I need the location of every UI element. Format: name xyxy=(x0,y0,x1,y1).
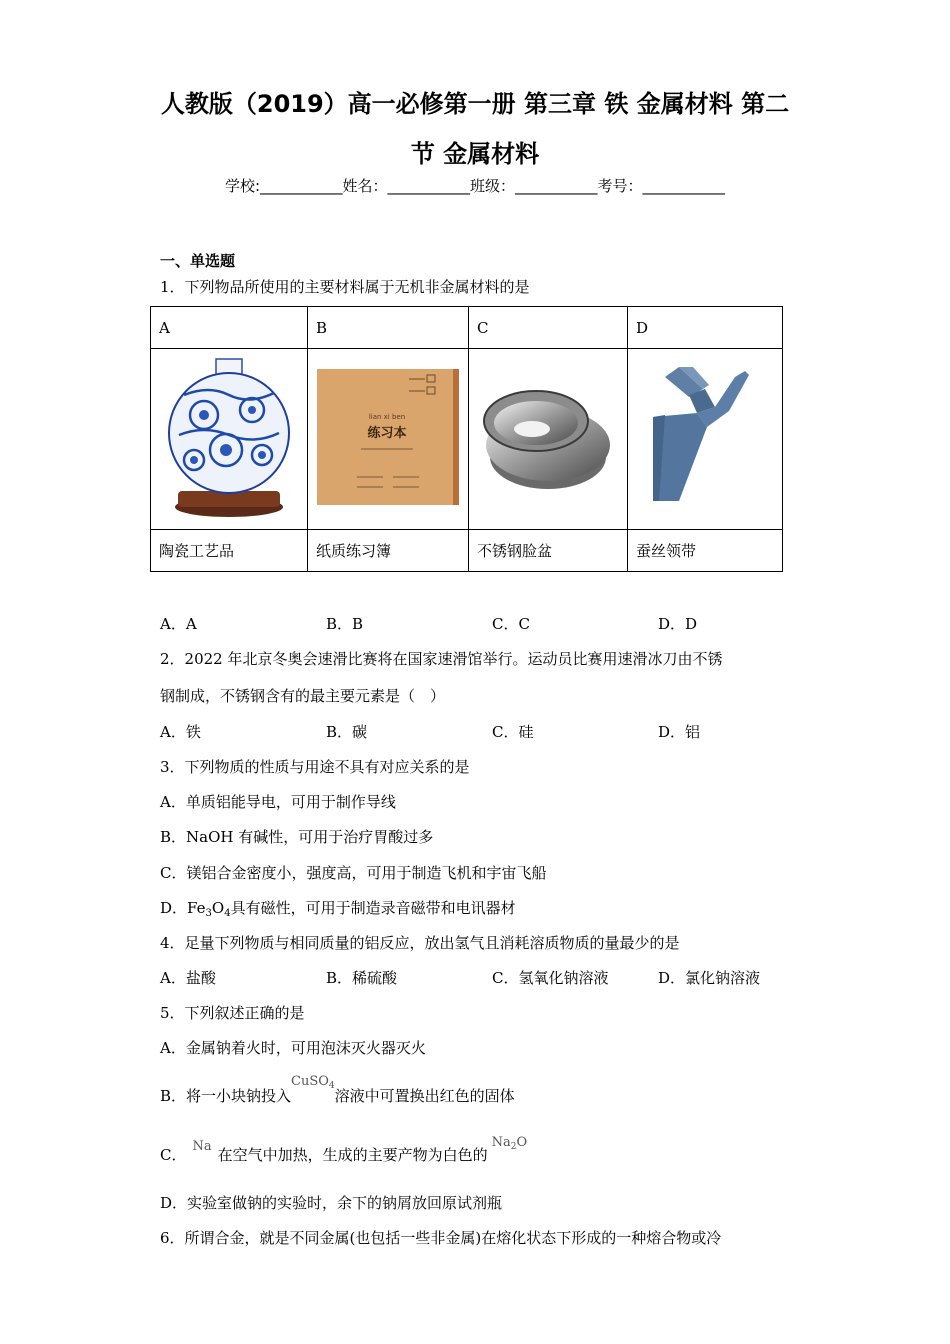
q1-col-b-header: B xyxy=(308,307,469,349)
q5-option-d[interactable]: D．实验室做钠的实验时，余下的钠屑放回原试剂瓶 xyxy=(160,1194,503,1212)
q3-d-mid: O xyxy=(211,899,225,917)
q1-option-d[interactable]: D．D xyxy=(658,615,698,633)
q4-stem: 4．足量下列物质与相同质量的铝反应，放出氢气且消耗溶质物质的量最少的是 xyxy=(160,934,680,952)
q1-item-a: 陶瓷工艺品 xyxy=(151,530,308,572)
q1-image-cell-a xyxy=(151,349,308,530)
q5-b-chem-sub: 4 xyxy=(328,1081,335,1091)
q2-option-a[interactable]: A．铁 xyxy=(160,723,201,741)
q2-option-c[interactable]: C．硅 xyxy=(492,723,534,741)
page-title-line1: 人教版（2019）高一必修第一册 第三章 铁 金属材料 第二 xyxy=(160,90,790,118)
q4-options xyxy=(160,967,824,988)
q5-option-b[interactable] xyxy=(160,1074,515,1107)
q4-option-d[interactable]: D．氯化钠溶液 xyxy=(658,969,761,987)
notebook-title: 练习本 xyxy=(367,426,407,441)
q5-c-chem2-sub: 2 xyxy=(510,1142,517,1152)
q3-d-sub2: 4 xyxy=(224,908,231,919)
q5-c-prefix: C． xyxy=(160,1146,187,1164)
q5-b-suffix: 溶液中可置换出红色的固体 xyxy=(334,1087,515,1105)
q2-option-d[interactable]: D．铝 xyxy=(658,723,701,741)
q4-option-c[interactable]: C．氢氧化钠溶液 xyxy=(492,969,609,987)
q1-item-b: 纸质练习簿 xyxy=(308,530,469,572)
q5-b-prefix: B．将一小块钠投入 xyxy=(160,1087,292,1105)
q5-c-chem2: Na xyxy=(491,1135,511,1150)
q1-image-cell-c xyxy=(469,349,628,530)
q1-image-cell-b xyxy=(308,349,469,530)
student-info-line: 学校:___________姓名：___________班级：___________考号：___________ xyxy=(224,177,726,195)
q3-option-b[interactable]: B．NaOH 有碱性，可用于治疗胃酸过多 xyxy=(160,828,434,846)
q1-col-d-header: D xyxy=(628,307,783,349)
q1-image-cell-d xyxy=(628,349,783,530)
q3-stem: 3．下列物质的性质与用途不具有对应关系的是 xyxy=(160,758,470,776)
q1-stem: 1．下列物品所使用的主要材料属于无机非金属材料的是 xyxy=(160,278,530,296)
q3-d-sub1: 3 xyxy=(205,908,212,919)
q4-option-b[interactable]: B．稀硫酸 xyxy=(326,969,398,987)
porcelain-vase-image xyxy=(164,355,294,520)
q3-option-a[interactable]: A．单质铝能导电，可用于制作导线 xyxy=(160,793,396,811)
q1-col-c-header: C xyxy=(469,307,628,349)
q3-option-d[interactable] xyxy=(160,897,516,919)
q5-option-c[interactable] xyxy=(160,1135,528,1166)
notebook-pinyin: lian xi ben xyxy=(368,413,406,421)
q1-table xyxy=(150,306,783,572)
q2-stem-line2: 钢制成，不锈钢含有的最主要元素是（ ） xyxy=(160,687,446,705)
silk-tie-image xyxy=(645,367,765,507)
page-title-line2: 节 金属材料 xyxy=(410,140,540,168)
q2-option-b[interactable]: B．碳 xyxy=(326,723,368,741)
q2-stem-line1: 2．2022 年北京冬奥会速滑比赛将在国家速滑馆举行。运动员比赛用速滑冰刀由不锈 xyxy=(160,650,723,668)
q5-stem: 5．下列叙述正确的是 xyxy=(160,1004,305,1022)
q5-c-chem2-end: O xyxy=(516,1135,528,1150)
section-heading: 一、单选题 xyxy=(160,252,236,270)
q5-c-mid: 在空气中加热，生成的主要产物为白色的 xyxy=(217,1146,488,1164)
q1-option-b[interactable]: B．B xyxy=(326,615,364,633)
q1-item-d: 蚕丝领带 xyxy=(628,530,783,572)
q5-option-a[interactable]: A．金属钠着火时，可用泡沫灭火器灭火 xyxy=(160,1039,426,1057)
q1-col-a-header: A xyxy=(151,307,308,349)
q2-options xyxy=(160,721,824,742)
q1-option-a[interactable]: A．A xyxy=(160,615,197,633)
q1-options xyxy=(160,613,824,634)
q5-c-chem1: Na xyxy=(192,1139,212,1154)
q3-d-suffix: 具有磁性，可用于制造录音磁带和电讯器材 xyxy=(230,899,516,917)
q3-d-prefix: D．Fe xyxy=(160,899,206,917)
q1-item-c: 不锈钢脸盆 xyxy=(469,530,628,572)
q1-option-c[interactable]: C．C xyxy=(492,615,530,633)
notebook-image xyxy=(317,369,459,505)
steel-basin-image xyxy=(478,377,618,497)
q3-option-c[interactable]: C．镁铝合金密度小，强度高，可用于制造飞机和宇宙飞船 xyxy=(160,864,547,882)
q6-stem: 6．所谓合金，就是不同金属(也包括一些非金属)在熔化状态下形成的一种熔合物或冷 xyxy=(160,1229,722,1247)
q4-option-a[interactable]: A．盐酸 xyxy=(160,969,216,987)
q5-b-chem: CuSO xyxy=(291,1074,329,1089)
